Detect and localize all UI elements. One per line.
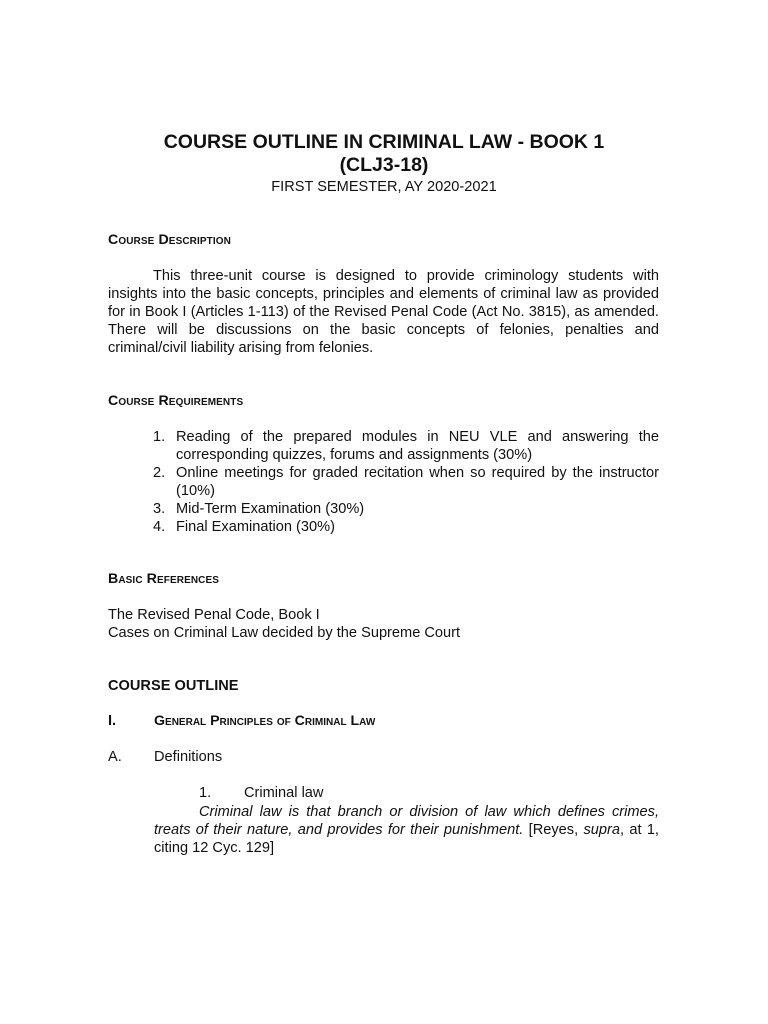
citation-supra: supra	[583, 822, 620, 838]
definition-paragraph	[154, 803, 659, 857]
course-description-heading: Course Description	[108, 232, 231, 248]
section-title: General Principles of Criminal Law	[154, 713, 376, 729]
list-item-number: 1.	[153, 429, 166, 445]
list-item-number: 3.	[153, 501, 166, 517]
list-item	[153, 464, 659, 500]
item-title: Criminal law	[244, 785, 324, 801]
list-item-text: Final Examination (30%)	[176, 519, 335, 535]
citation-suffix: , at 1, citing 12 Cyc. 129]	[154, 822, 659, 856]
reference-item: Cases on Criminal Law decided by the Supreme Court	[108, 625, 461, 641]
list-item	[153, 518, 659, 536]
semester-line: FIRST SEMESTER, AY 2020-2021	[271, 179, 497, 195]
item-number: 1.	[199, 785, 212, 801]
course-description-paragraph	[108, 267, 659, 357]
definition-text: Criminal law is that branch or division of law which defines crimes, treats of their nature, and provides for their punishment.	[154, 804, 659, 838]
list-item-text: Mid-Term Examination (30%)	[176, 501, 365, 517]
course-requirements-heading: Course Requirements	[108, 393, 244, 409]
list-item-text: Online meetings for graded recitation when so required by the instructor (10%)	[176, 465, 659, 499]
list-item	[153, 428, 659, 464]
list-item-text: Reading of the prepared modules in NEU VLE and answering the corresponding quizzes, forums and assignments (30%)	[176, 429, 659, 463]
basic-references-heading: Basic References	[108, 571, 220, 587]
list-item-number: 2.	[153, 465, 166, 481]
course-description-text: This three-unit course is designed to provide criminology students with insights into the basic concepts, principles and elements of criminal law as provided for in Book I (Articles 1-113) of the Revised Penal Code (Act No. 3815), as amended. There will be discussions on the basic concepts of felonies, penalties and criminal/civil liability arising from felonies.	[108, 268, 659, 356]
course-code: (CLJ3-18)	[339, 154, 429, 176]
list-item-number: 4.	[153, 519, 166, 535]
subsection-title: Definitions	[154, 749, 223, 765]
reference-item: The Revised Penal Code, Book I	[108, 607, 320, 623]
citation-prefix: [Reyes,	[523, 822, 584, 838]
list-item	[153, 500, 659, 518]
requirements-list	[153, 428, 659, 536]
document-title: COURSE OUTLINE IN CRIMINAL LAW - BOOK 1	[163, 131, 605, 153]
course-outline-heading: COURSE OUTLINE	[108, 678, 239, 694]
subsection-letter: A.	[108, 749, 122, 765]
section-number: I.	[108, 713, 117, 729]
